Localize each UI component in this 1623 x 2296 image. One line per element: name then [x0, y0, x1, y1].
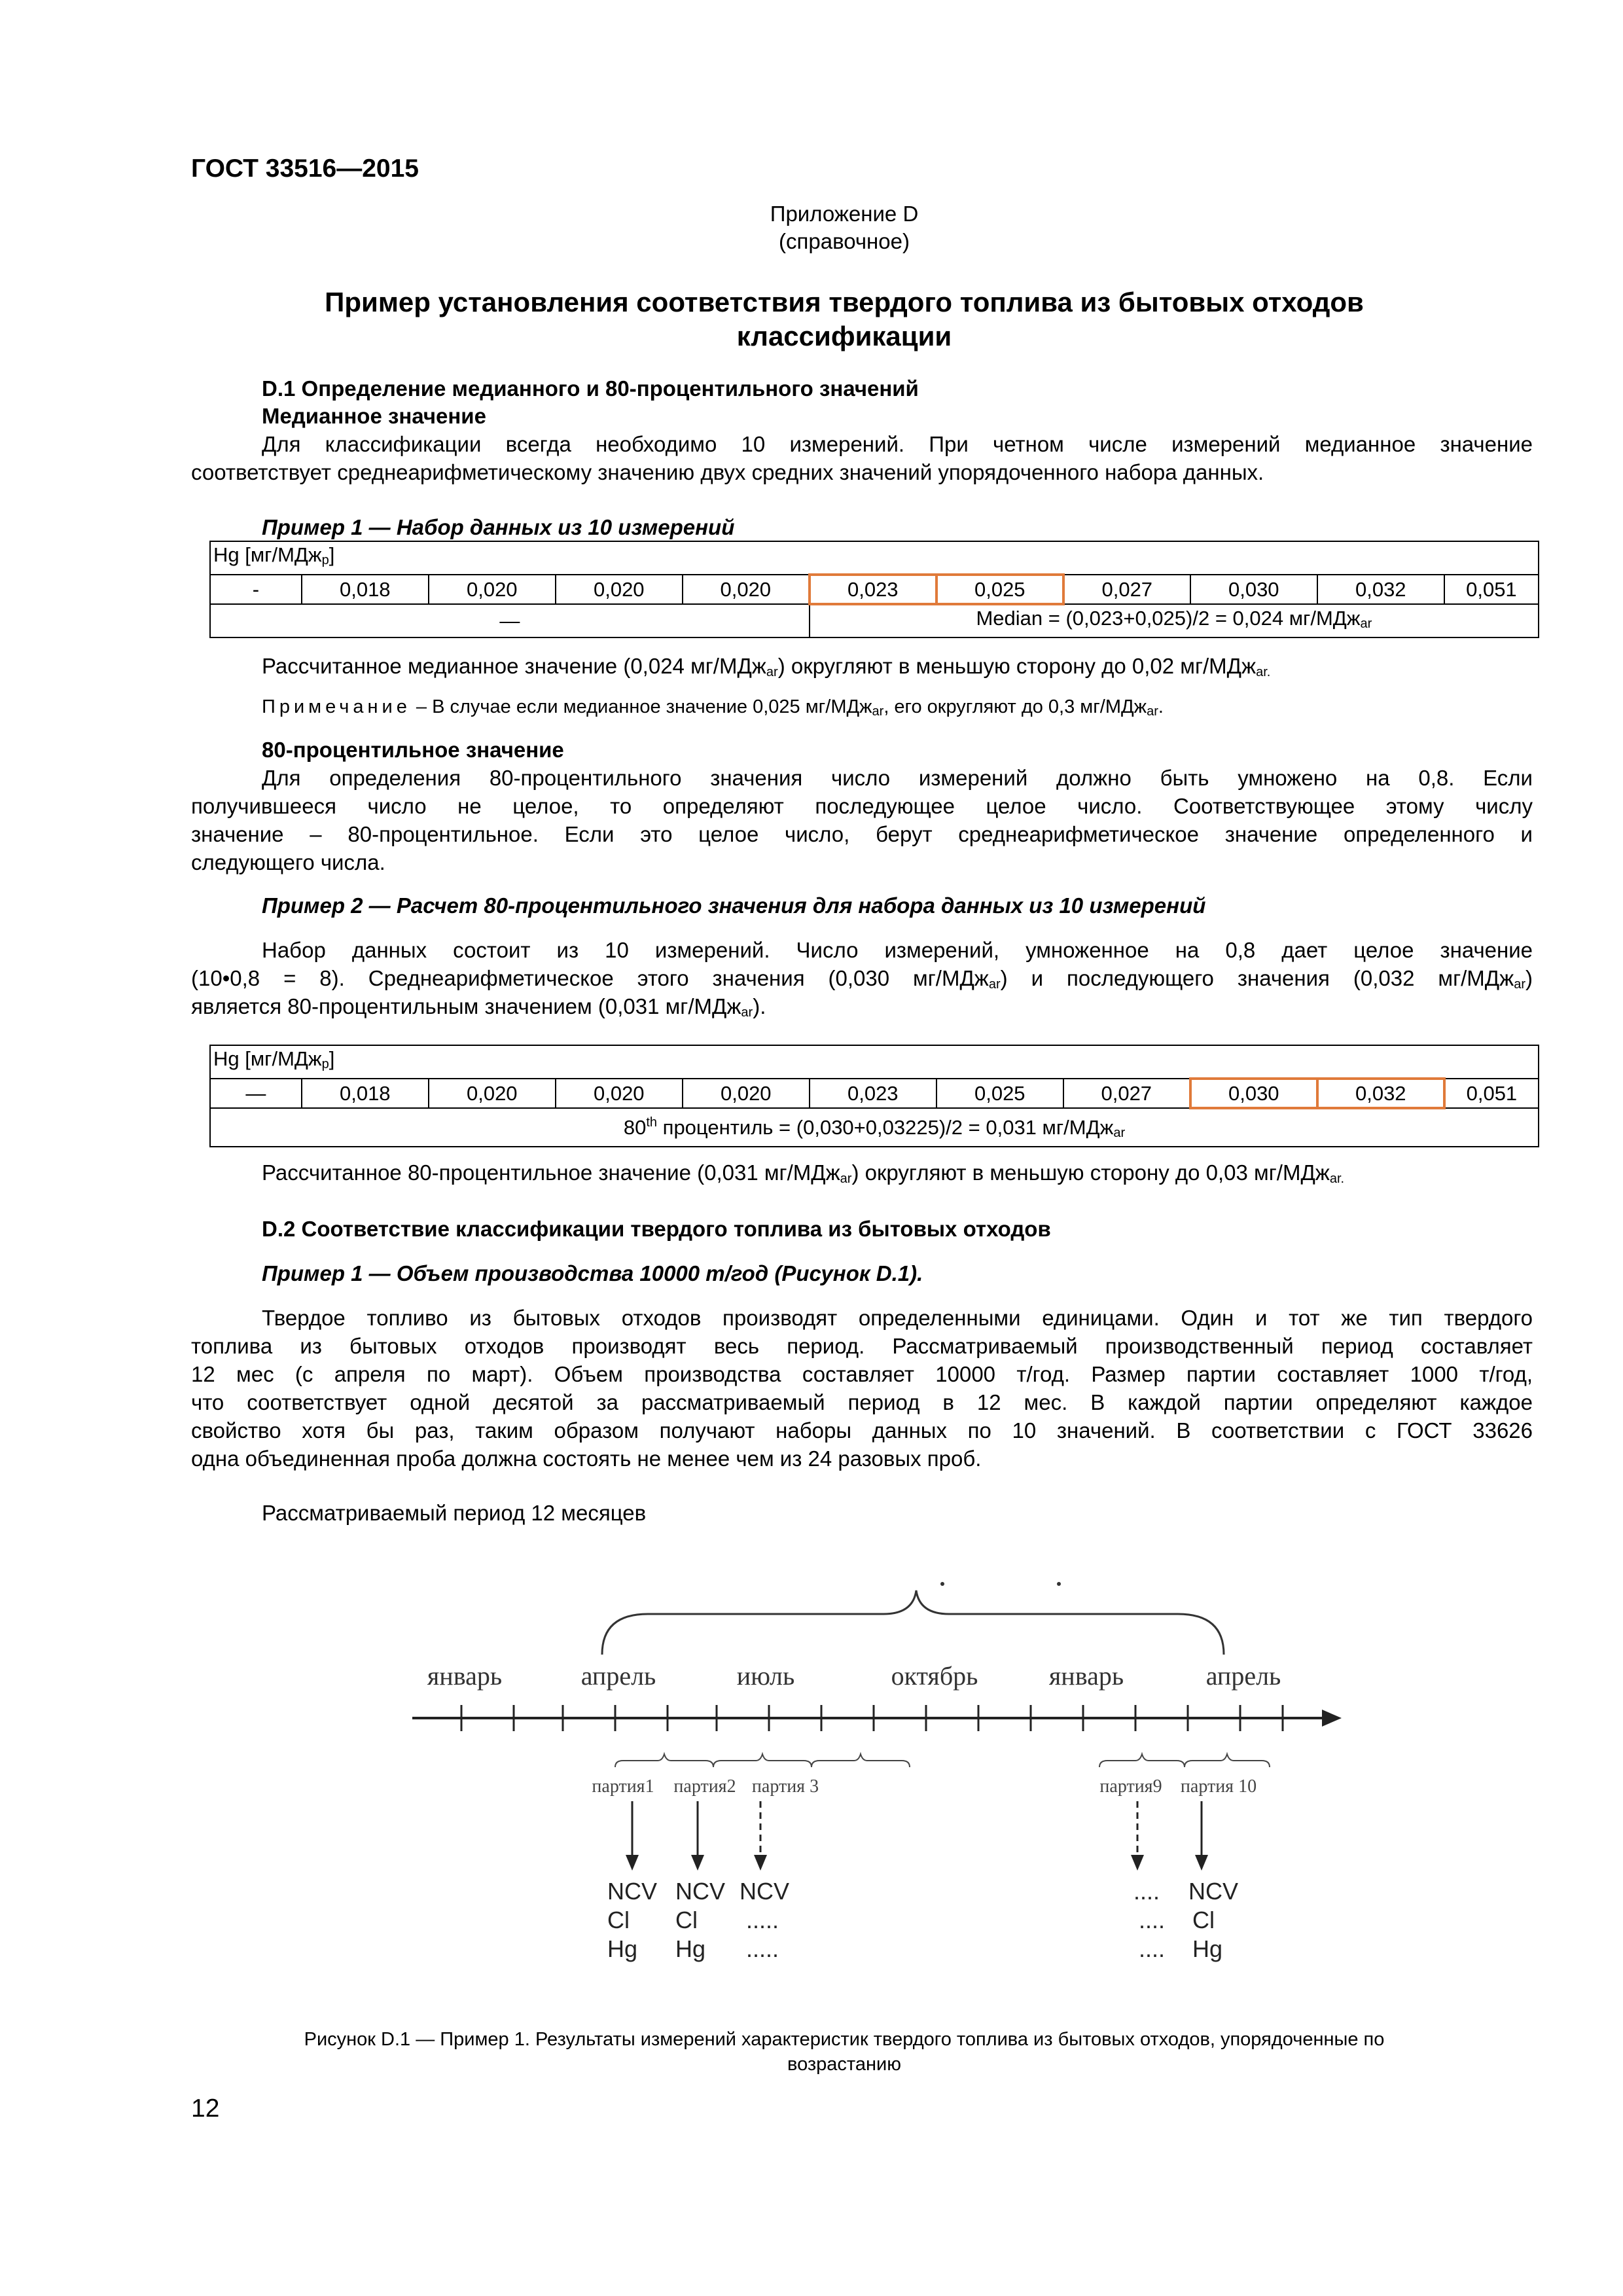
timeline-arrowhead [1322, 1710, 1342, 1727]
note-label: Примечание [262, 696, 411, 717]
example1-title: Пример 1 — Набор данных из 10 измерений [262, 515, 735, 539]
batch-braces [615, 1754, 1270, 1767]
batch-brace [615, 1754, 713, 1767]
table-cell: - [210, 575, 302, 604]
table-header-cell: Hg [мг/МДж$_р$] [210, 1045, 1539, 1079]
month-label: январь [1048, 1661, 1124, 1691]
batch-label: партия9 [1099, 1776, 1162, 1797]
batch-label: партия 3 [751, 1776, 819, 1797]
table-cell: 0,020 [683, 575, 810, 604]
measurement-label: ..... [746, 1935, 779, 1962]
batch-label: партия1 [592, 1776, 654, 1797]
arrow-head [1131, 1855, 1144, 1871]
arrow-heads [626, 1855, 1208, 1871]
table-cell: 0,032 [1317, 575, 1444, 604]
main-title-line2: классификации [736, 321, 952, 351]
measurement-label: Cl [1192, 1907, 1215, 1933]
batch-brace [713, 1754, 812, 1767]
p80-paragraph-line2: получившееся число не целое, то определяют последующее целое число. Соответствующее этому числу [191, 794, 1533, 818]
median-result: Рассчитанное медианное значение (0,024 мг/МДж$_{ar}$) округляют в меньшую сторону до 0,02 мг/МДж$_{ar.}$ [262, 654, 1271, 679]
table-cell: — [210, 1079, 302, 1108]
percentile-formula-cell: 80th процентиль = (0,030+0,03225)/2 = 0,031 мг/МДж$_{ar}$ [210, 1108, 1539, 1147]
arrow-head [691, 1855, 704, 1871]
median-heading: Медианное значение [262, 404, 486, 428]
period-label: Рассматриваемый период 12 месяцев [262, 1501, 647, 1525]
measurement-label: Hg [1192, 1935, 1223, 1962]
table-cell: 0,018 [302, 1079, 429, 1108]
d2-paragraph-line6: одна объединенная проба должна состоять не менее чем из 24 разовых проб. [191, 1446, 982, 1471]
example2-line3: является 80-процентильным значением (0,031 мг/МДж$_{ar}$). [191, 994, 766, 1020]
table-cell: 0,025 [936, 1079, 1063, 1108]
note: Примечание – В случае если медианное значение 0,025 мг/МДж$_{ar}$, его округляют до 0,3 мг/МДж$_{ar}$. [262, 696, 1164, 719]
table-cell: 0,020 [429, 1079, 556, 1108]
d2-paragraph-line5: свойство хотя бы раз, таким образом получают наборы данных по 10 значений. В соответствии с ГОСТ 33626 [191, 1418, 1533, 1443]
arrow-head [754, 1855, 767, 1871]
example2-line1: Набор данных состоит из 10 измерений. Число измерений, умноженное на 0,8 дает целое значение [262, 938, 1533, 962]
highlighted-cell: 0,025 [936, 575, 1063, 604]
month-label: апрель [1205, 1661, 1281, 1691]
batch-brace [1099, 1754, 1185, 1767]
d2-paragraph-line1: Твердое топливо из бытовых отходов производят определенными единицами. Один и тот же тип твердого [262, 1306, 1533, 1330]
table-cell: 0,020 [429, 575, 556, 604]
batch-brace [1185, 1754, 1270, 1767]
table-header-cell: Hg [мг/МДж$_р$] [210, 541, 1539, 575]
appendix-title: Приложение D [770, 202, 919, 226]
main-title-line1: Пример установления соответствия твердого топлива из бытовых отходов [325, 287, 1364, 317]
highlighted-cell: 0,030 [1190, 1079, 1317, 1108]
table-cell: 0,027 [1063, 1079, 1190, 1108]
arrow-head [1195, 1855, 1208, 1871]
batch-label: партия2 [673, 1776, 736, 1797]
measurement-label: NCV [607, 1878, 658, 1905]
table-cell: — [210, 604, 810, 637]
table-cell: 0,051 [1444, 1079, 1539, 1108]
highlighted-cell: 0,032 [1317, 1079, 1444, 1108]
example2-title: Пример 2 — Расчет 80-процентильного значения для набора данных из 10 измерений [262, 893, 1206, 918]
measurement-label: Hg [675, 1935, 706, 1962]
measurement-label: .... [1139, 1935, 1166, 1962]
d2-heading: D.2 Соответствие классификации твердого топлива из бытовых отходов [262, 1217, 1051, 1241]
d2-paragraph-line3: 12 мес (с апреля по март). Объем производства составляет 10000 т/год. Размер партии составляет 1000 т/год, [191, 1362, 1533, 1386]
d2-paragraph-line4: что соответствует одной десятой за рассматриваемый период в 12 мес. В каждой партии определяют каждое [191, 1390, 1533, 1414]
measurement-label: Cl [607, 1907, 630, 1933]
measurement-label: NCV [1188, 1878, 1239, 1905]
table-cell: 0,018 [302, 575, 429, 604]
figure-dot [940, 1582, 944, 1586]
d2-paragraph-line2: топлива из бытовых отходов производят весь период. Рассматриваемый производственный период составляет [191, 1334, 1533, 1358]
page-number: 12 [191, 2094, 220, 2123]
table-cell: 0,020 [556, 575, 683, 604]
document-code: ГОСТ 33516—2015 [191, 154, 419, 183]
table-cell: 0,020 [683, 1079, 810, 1108]
median-paragraph-line2: соответствует среднеарифметическому значению двух средних значений упорядоченного набора данных. [191, 460, 1264, 484]
measurement-label: NCV [740, 1878, 790, 1905]
p80-paragraph-line1: Для определения 80-процентильного значения число измерений должно быть умножено на 0,8. Если [262, 766, 1533, 790]
highlighted-cell: 0,023 [810, 575, 936, 604]
arrow-head [626, 1855, 639, 1871]
measurement-label: .... [1139, 1907, 1166, 1933]
period-brace [602, 1590, 1224, 1655]
p80-heading: 80-процентильное значение [262, 738, 564, 762]
figure-caption-line2: возрастанию [787, 2054, 901, 2075]
month-label: январь [427, 1661, 503, 1691]
median-paragraph-line1: Для классификации всегда необходимо 10 измерений. При четном числе измерений медианное значение [262, 432, 1533, 456]
measurement-label: Hg [607, 1935, 638, 1962]
table-cell: 0,027 [1063, 575, 1190, 604]
table-cell: 0,020 [556, 1079, 683, 1108]
example2-line2: (10•0,8 = 8). Среднеарифметическое этого значения (0,030 мг/МДж$_{ar}$) и последующего значения (0,032 мг/МДж$_{ar}$) [191, 966, 1533, 992]
month-label: октябрь [891, 1661, 978, 1691]
figure-dot [1057, 1582, 1061, 1586]
figure-caption-line1: Рисунок D.1 — Пример 1. Результаты измерений характеристик твердого топлива из бытовых отходов, упорядоченные по [304, 2029, 1385, 2050]
sample-arrows [632, 1801, 1202, 1857]
measurement-label: ..... [746, 1907, 779, 1933]
measurement-label: NCV [675, 1878, 726, 1905]
median-formula-cell: Median = (0,023+0,025)/2 = 0,024 мг/МДж$_{ar}$ [810, 604, 1539, 637]
measurement-label: .... [1133, 1878, 1160, 1905]
d1-heading: D.1 Определение медианного и 80-процентильного значений [262, 376, 919, 401]
batch-brace [812, 1754, 910, 1767]
table-cell: 0,023 [810, 1079, 936, 1108]
d2-example1-title: Пример 1 — Объем производства 10000 т/год (Рисунок D.1). [262, 1261, 923, 1285]
month-label: июль [736, 1661, 795, 1691]
batch-label: партия 10 [1180, 1776, 1257, 1797]
p80-paragraph-line4: следующего числа. [191, 850, 385, 874]
appendix-subtitle: (справочное) [779, 229, 910, 253]
percentile-result: Рассчитанное 80-процентильное значение (0,031 мг/МДж$_{ar}$) округляют в меньшую сторону до 0,03 мг/МДж$_{ar.}$ [262, 1160, 1345, 1186]
table-cell: 0,051 [1444, 575, 1539, 604]
measurement-label: Cl [675, 1907, 698, 1933]
table-cell: 0,030 [1190, 575, 1317, 604]
p80-paragraph-line3: значение – 80-процентильное. Если это целое число, берут среднеарифметическое значение определенного и [191, 822, 1533, 846]
month-label: апрель [580, 1661, 656, 1691]
